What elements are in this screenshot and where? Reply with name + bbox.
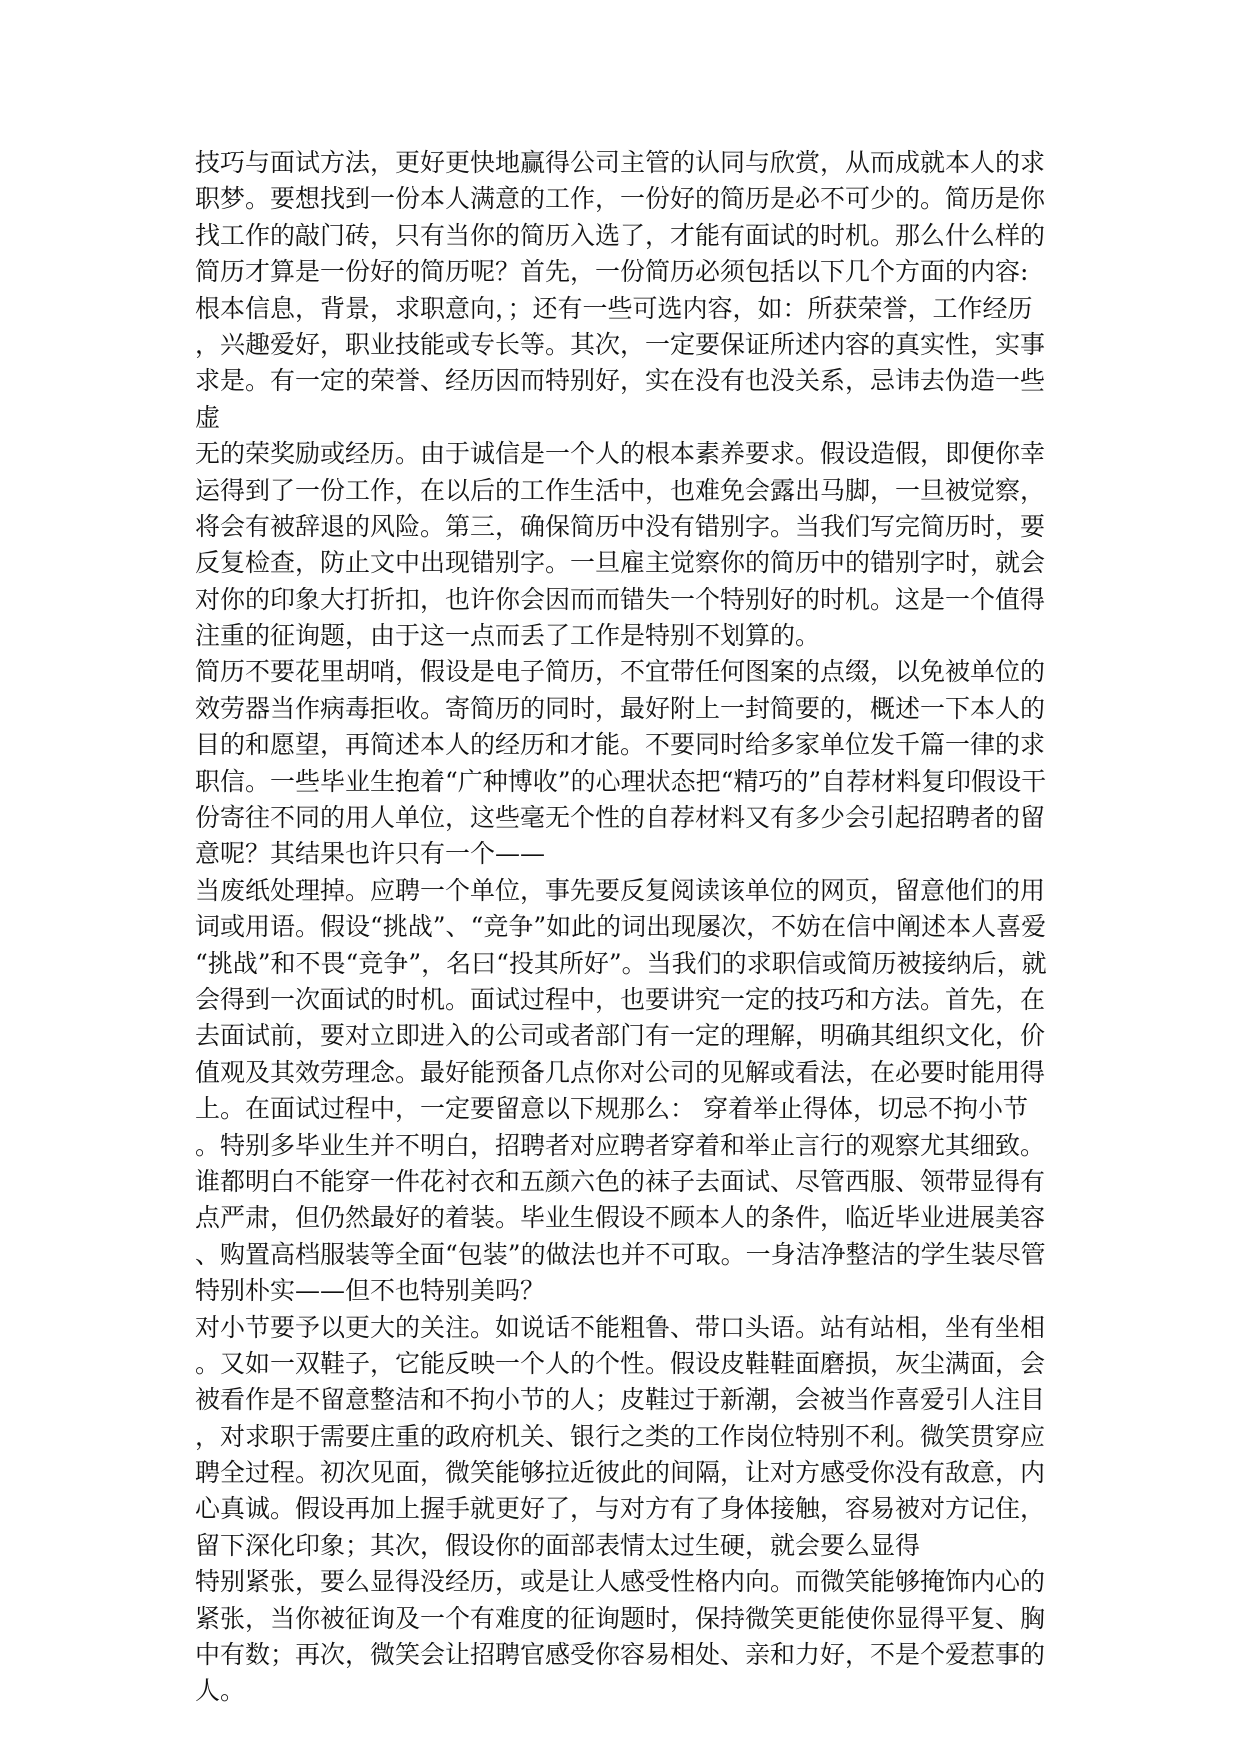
text-line: 意呢？其结果也许只有一个——: [195, 839, 546, 869]
text-line: 、购置高档服装等全面“包装”的做法也并不可取。一身洁净整洁的学生装尽管: [195, 1239, 1046, 1269]
text-line: ，兴趣爱好，职业技能或专长等。其次，一定要保证所述内容的真实性，实事: [195, 329, 1046, 359]
text-line: 人。: [195, 1676, 246, 1706]
text-line: 会得到一次面试的时机。面试过程中，也要讲究一定的技巧和方法。首先，在: [195, 984, 1046, 1014]
text-line: 当废纸处理掉。应聘一个单位，事先要反复阅读该单位的网页，留意他们的用: [195, 875, 1046, 905]
text-line: 中有数；再次，微笑会让招聘官感受你容易相处、亲和力好，不是个爱惹事的: [195, 1640, 1046, 1670]
text-line: 上。在面试过程中，一定要留意以下规那么： 穿着举止得体，切忌不拘小节: [195, 1094, 1028, 1124]
text-line: 技巧与面试方法，更好更快地赢得公司主管的认同与欣赏，从而成就本人的求: [195, 148, 1046, 177]
text-line: 特别紧张，要么显得没经历，或是让人感受性格内向。而微笑能够掩饰内心的: [195, 1567, 1046, 1597]
text-line: 留下深化印象；其次，假设你的面部表情太过生硬，就会要么显得: [195, 1530, 921, 1560]
text-line: 被看作是不留意整洁和不拘小节的人；皮鞋过于新潮，会被当作喜爱引人注目: [195, 1385, 1046, 1415]
text-line: 对你的印象大打折扣，也许你会因而而错失一个特别好的时机。这是一个值得: [195, 584, 1046, 614]
text-line: 聘全过程。初次见面，微笑能够拉近彼此的间隔，让对方感受你没有敌意，内: [195, 1458, 1046, 1488]
text-line: 对小节要予以更大的关注。如说话不能粗鲁、带口头语。站有站相，坐有坐相: [195, 1312, 1046, 1342]
text-line: ，对求职于需要庄重的政府机关、银行之类的工作岗位特别不利。微笑贯穿应: [195, 1421, 1046, 1451]
text-line: 紧张，当你被征询及一个有难度的征询题时，保持微笑更能使你显得平复、胸: [195, 1603, 1046, 1633]
text-line: 简历才算是一份好的简历呢？首先，一份简历必须包括以下几个方面的内容:: [195, 257, 1029, 287]
text-line: 效劳器当作病毒拒收。寄简历的同时，最好附上一封简要的，概述一下本人的: [195, 693, 1046, 723]
text-line: 无的荣奖励或经历。由于诚信是一个人的根本素养要求。假设造假，即便你幸: [195, 439, 1046, 469]
text-line: 。特别多毕业生并不明白，招聘者对应聘者穿着和举止言行的观察尤其细致。: [195, 1130, 1046, 1160]
text-line: “挑战”和不畏“竞争”，名曰“投其所好”。当我们的求职信或简历被接纳后，就: [195, 948, 1047, 978]
text-line: 点严肃，但仍然最好的着装。毕业生假设不顾本人的条件，临近毕业进展美容: [195, 1203, 1046, 1233]
text-line: 找工作的敲门砖，只有当你的简历入选了，才能有面试的时机。那么什么样的: [195, 220, 1046, 250]
text-line: 词或用语。假设“挑战”、“竞争”如此的词出现屡次，不妨在信中阐述本人喜爱: [195, 912, 1047, 942]
text-line: 根本信息，背景，求职意向，；还有一些可选内容，如：所获荣誉，工作经历: [195, 293, 1033, 323]
text-line: 职信。一些毕业生抱着“广种博收”的心理状态把“精巧的”自荐材料复印假设干: [195, 766, 1047, 796]
text-line: 去面试前，要对立即进入的公司或者部门有一定的理解，明确其组织文化，价: [195, 1021, 1046, 1051]
text-line: 注重的征询题，由于这一点而丢了工作是特别不划算的。: [195, 621, 821, 651]
text-line: 虚: [195, 402, 221, 432]
text-line: 值观及其效劳理念。最好能预备几点你对公司的见解或看法，在必要时能用得: [195, 1057, 1046, 1087]
text-line: 反复检查，防止文中出现错别字。一旦雇主觉察你的简历中的错别字时，就会: [195, 548, 1046, 578]
text-line: 运得到了一份工作，在以后的工作生活中，也难免会露出马脚，一旦被觉察，: [195, 475, 1046, 505]
text-line: 职梦。要想找到一份本人满意的工作，一份好的简历是必不可少的。简历是你: [195, 184, 1046, 214]
text-line: 。又如一双鞋子，它能反映一个人的个性。假设皮鞋鞋面磨损，灰尘满面，会: [195, 1348, 1046, 1378]
text-line: 求是。有一定的荣誉、经历因而特别好，实在没有也没关系，忌讳去伪造一些: [195, 366, 1046, 396]
text-line: 心真诚。假设再加上握手就更好了，与对方有了身体接触，容易被对方记住，: [195, 1494, 1046, 1524]
body-text: [195, 145, 1055, 1710]
text-line: 简历不要花里胡哨，假设是电子简历，不宜带任何图案的点缀，以免被单位的: [195, 657, 1046, 687]
text-line: 特别朴实——但不也特别美吗？: [195, 1276, 546, 1306]
text-line: 目的和愿望，再简述本人的经历和才能。不要同时给多家单位发千篇一律的求: [195, 730, 1046, 760]
text-line: 份寄往不同的用人单位，这些毫无个性的自荐材料又有多少会引起招聘者的留: [195, 803, 1046, 833]
text-line: 谁都明白不能穿一件花衬衣和五颜六色的袜子去面试、尽管西服、领带显得有: [195, 1166, 1046, 1196]
text-line: 将会有被辞退的风险。第三，确保简历中没有错别字。当我们写完简历时，要: [195, 511, 1046, 541]
